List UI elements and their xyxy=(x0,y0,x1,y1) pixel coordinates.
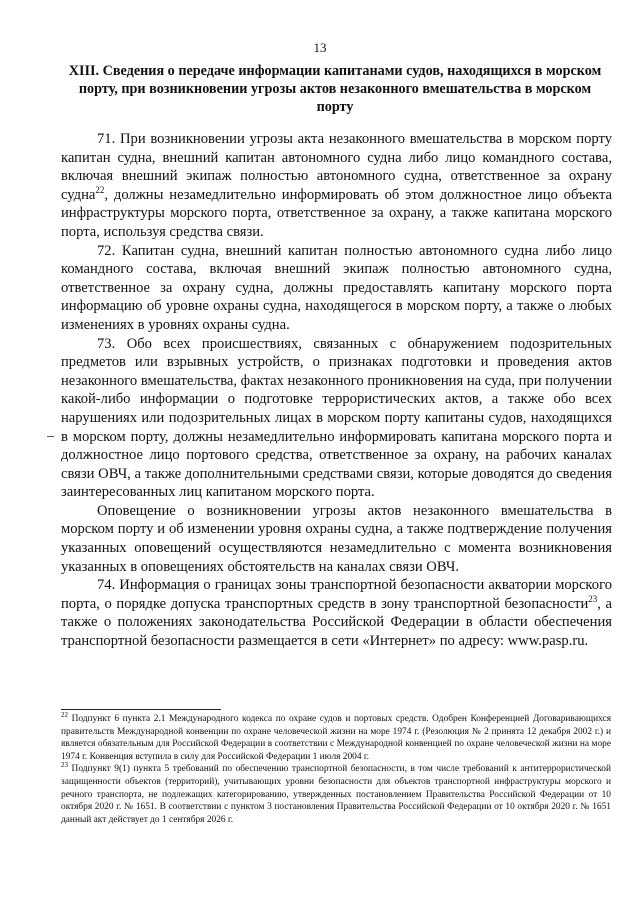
paragraph-74-text-end: , а также о положениях законодательства Российской Федерации в области обеспечения транспортной безопасности размещается в сети «Интернет» по адресу: www.pasp.ru. xyxy=(61,595,612,650)
footnote-ref-22: 22 xyxy=(95,184,105,195)
paragraph-notification: Оповещение о возникновении угрозы актов незаконного вмешательства в морском порту и об изменении уровня охраны судна, а также подтверждение получения указанных оповещений осуществляются незамедлительно с момента возникновения указанных в оповещениях обстоятельств на каналах связи ОВЧ. xyxy=(61,502,612,575)
footnote-23-marker: 23 xyxy=(61,761,68,770)
footnote-ref-23: 23 xyxy=(588,593,598,604)
footnote-23 xyxy=(61,763,611,826)
document-body xyxy=(61,130,612,651)
section-heading: XIII. Сведения о передаче информации капитанами судов, находящихся в морском порту, при возникновении угрозы актов незаконного вмешательства в морском порту xyxy=(68,63,602,115)
footnote-separator xyxy=(61,709,221,710)
paragraph-71-text-start: 71. При возникновении угрозы акта незаконного вмешательства в морском порту капитан судна, внешний капитан автономного судна либо лицо командного состава, включая внешний экипаж полностью автономного судна, ответственное за охрану судна xyxy=(61,131,612,203)
paragraph-71 xyxy=(61,130,612,242)
paragraph-72: 72. Капитан судна, внешний капитан полностью автономного судна либо лицо командного состава, включая внешний экипаж полностью автономного судна, ответственное за охрану судна, должны предоставлять капитану морского порта информацию об уровне охраны судна, находящегося в морском порту, а также о любых изменениях в уровнях охраны судна. xyxy=(61,242,612,333)
paragraph-74 xyxy=(61,576,612,650)
footnote-23-text: Подпункт 9(1) пункта 5 требований по обеспечению транспортной безопасности, в том числе требований к антитеррористической защищенности объектов (территорий), учитывающих уровни безопасности для объектов транспортной инфраструктуры морского и речного транспорта, не подлежащих категорированию, утвержденных постановлением Правительства Российской Федерации от 10 октября 2020 г. № 1651. В соответствии с пунктом 3 постановления Правительства Российской Федерации от 10 октября 2020 г. № 1651 данный акт действует до 1 сентября 2026 г. xyxy=(61,764,611,825)
paragraph-71-text-end: , должны незамедлительно информировать об этом должностное лицо объекта инфраструктуры морского порта, ответственное за охрану, а также капитана морского порта, используя средства связи. xyxy=(61,186,612,240)
footnotes xyxy=(61,710,612,826)
paragraph-73: 73. Обо всех происшествиях, связанных с обнаружением подозрительных предметов или взрывных устройств, о признаках подготовки и проведения актов незаконного вмешательства, фактах незаконного проникновения на суда, при получении какой-либо информации о подготовке террористических актов, а также обо всех нарушениях или подозрительных лицах в морском порту капитаны судов, находящихся в морском порту, должны незамедлительно информировать капитана морского порта и должностное лицо портового средства, ответственное за охрану, на рабочих каналах связи ОВЧ, а также дополнительными средствами связи, которые доводятся до сведения заинтересованных лиц капитаном морского порта. xyxy=(61,335,612,501)
scan-artifact-mark xyxy=(47,436,54,437)
footnote-22-text: Подпункт 6 пункта 2.1 Международного кодекса по охране судов и портовых средств. Одобрен Конференцией Договаривающихся правительств Международной конвенции по охране человеческой жизни на море 1974 г. (Резолюция № 2 принята 12 декабря 2002 г.) и является обязательным для Российской Федерации в соответствии с Международной конвенцией по охране человеческой жизни на море 1974 г. Конвенция вступила в силу для Российской Федерации 1 июля 2004 г. xyxy=(61,714,612,762)
footnote-22 xyxy=(61,710,612,763)
paragraph-74-text-start: 74. Информация о границах зоны транспортной безопасности акватории морского порта, о порядке допуска транспортных средств в зону транспортной безопасности xyxy=(61,577,612,612)
footnote-22-marker: 22 xyxy=(61,710,68,719)
page-number: 13 xyxy=(313,40,327,55)
